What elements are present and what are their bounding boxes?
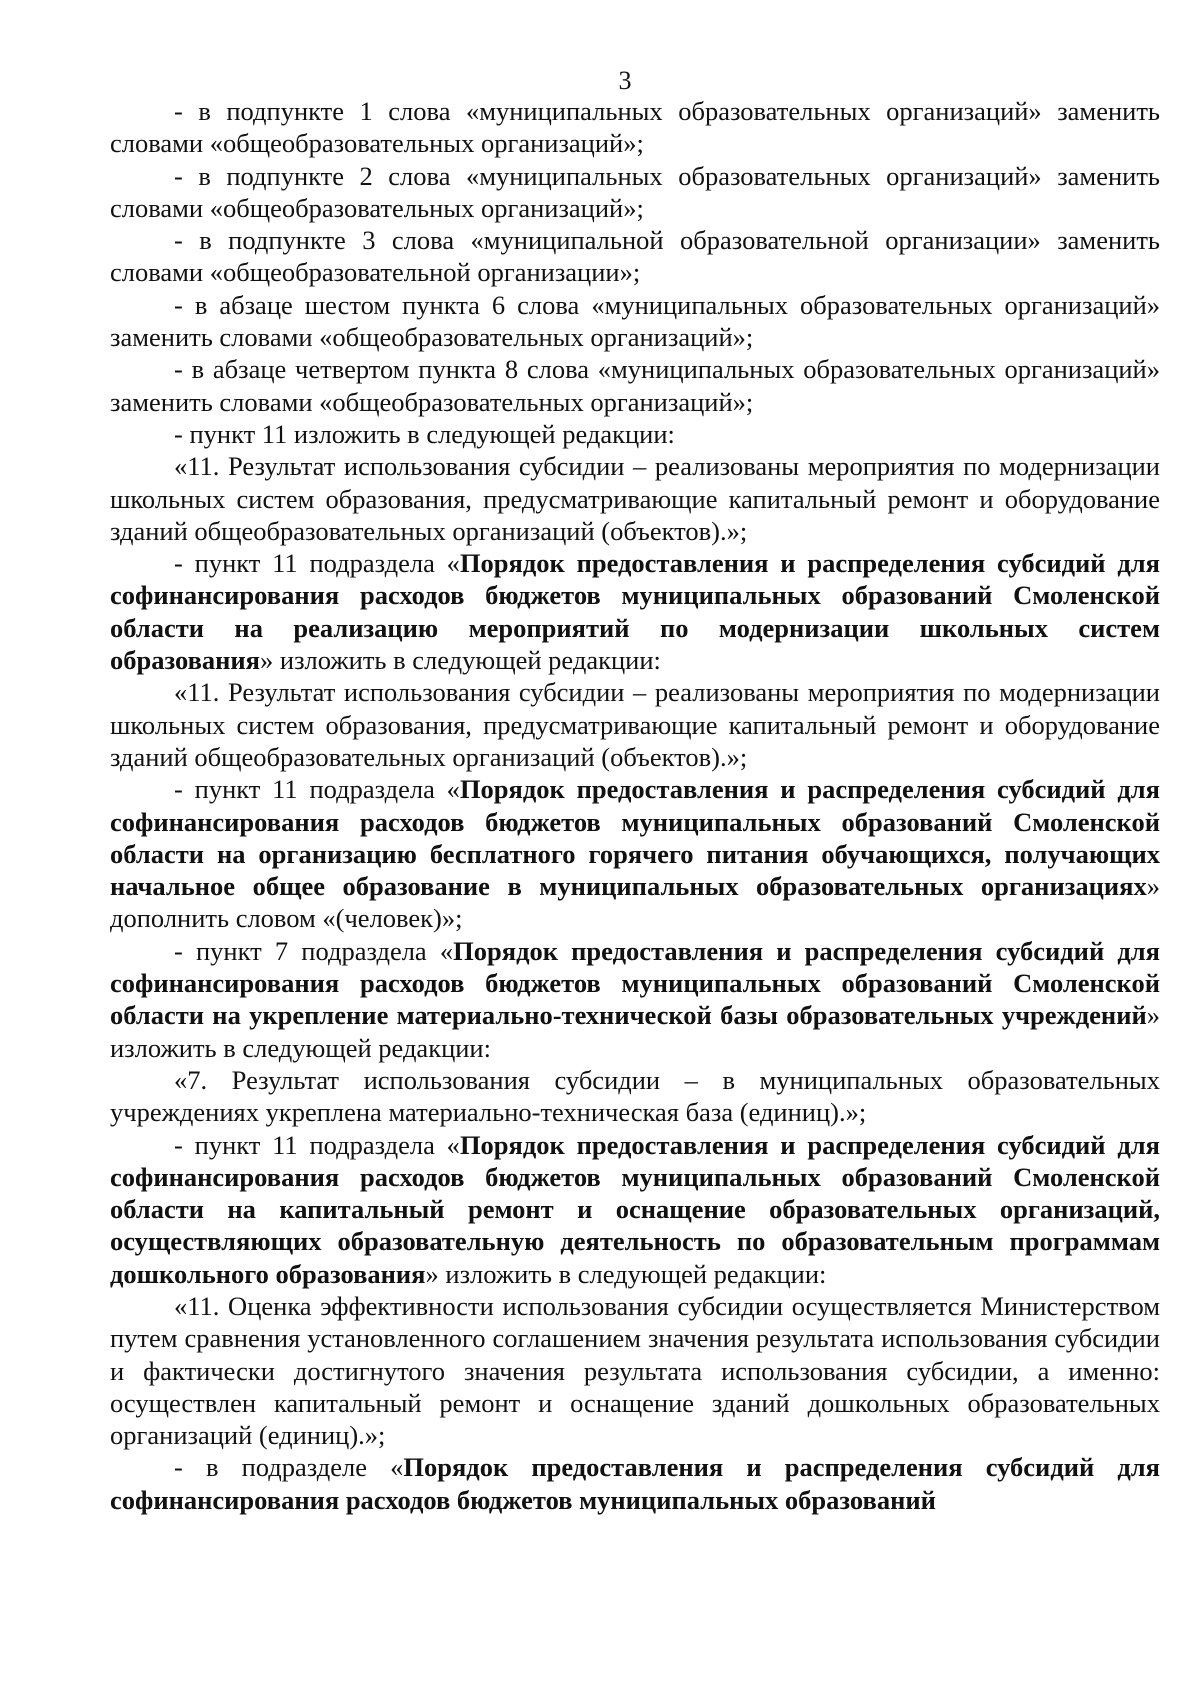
text-segment: - пункт 11 изложить в следующей редакции: <box>174 418 675 449</box>
paragraph <box>110 95 1160 160</box>
bold-text-segment: Порядок предоставления и распределения субсидий для софинансирования расходов бюджетов муниципальных образований <box>110 1452 1160 1515</box>
page-number: 3 <box>618 66 632 95</box>
paragraph <box>110 450 1160 547</box>
text-segment: «7. Результат использования субсидии – в муниципальных образовательных учреждениях укреплена материально-техническая база (единиц).»; <box>110 1064 1160 1128</box>
text-segment: - в подпункте 3 слова «муниципальной образовательной организации» заменить словами «общеобразовательной организации»; <box>110 225 1160 288</box>
paragraph <box>110 224 1160 289</box>
paragraph <box>110 353 1160 418</box>
paragraph <box>110 935 1160 1064</box>
paragraph <box>110 547 1160 676</box>
bold-text-segment: Порядок предоставления и распределения субсидий для софинансирования расходов бюджетов муниципальных образований Смоленской области на укрепление материально-технической базы образовательных учреждений <box>110 935 1160 1031</box>
bold-text-segment: Порядок предоставления и распределения субсидий для софинансирования расходов бюджетов муниципальных образований Смоленской области на реализацию мероприятий по модернизации школьных систем образования <box>110 548 1160 676</box>
text-segment: » изложить в следующей редакции: <box>110 1000 1160 1063</box>
text-segment: - в абзаце шестом пункта 6 слова «муниципальных образовательных организаций» заменить словами «общеобразовательных организаций»; <box>110 289 1160 353</box>
text-segment: » дополнить словом «(человек)»; <box>110 871 1160 934</box>
paragraph <box>110 773 1160 934</box>
text-segment: - в абзаце четвертом пункта 8 слова «муниципальных образовательных организаций» заменить словами «общеобразовательных организаций»; <box>110 354 1160 417</box>
text-segment: «11. Результат использования субсидии – реализованы мероприятия по модернизации школьных систем образования, предусматривающие капитальный ремонт и оборудование зданий общеобразовательных организаций (объектов).»; <box>110 451 1160 546</box>
paragraph <box>110 160 1160 225</box>
text-segment: «11. Оценка эффективности использования субсидии осуществляется Министерством путем сравнения установленного соглашением значения результата использования субсидии и фактически достигнутого значения результата использования субсидии, а именно: осуществлен капитальный ремонт и оснащение зданий дошкольных образовательных организаций (единиц).»; <box>110 1290 1160 1451</box>
paragraph <box>110 289 1160 354</box>
text-segment: - пункт 11 подраздела « <box>174 1129 460 1160</box>
paragraph <box>110 418 1160 450</box>
document-body <box>110 95 1160 1516</box>
paragraph <box>110 1129 1160 1290</box>
text-segment: - в подразделе « <box>174 1452 404 1483</box>
text-segment: - пункт 11 подраздела « <box>174 548 460 579</box>
text-segment: - в подпункте 1 слова «муниципальных образовательных организаций» заменить словами «общеобразовательных организаций»; <box>110 96 1160 159</box>
text-segment: » изложить в следующей редакции: <box>425 1258 827 1289</box>
text-segment: - в подпункте 2 слова «муниципальных образовательных организаций» заменить словами «общеобразовательных организаций»; <box>110 160 1160 223</box>
paragraph <box>110 1064 1160 1129</box>
paragraph <box>110 1290 1160 1451</box>
bold-text-segment: Порядок предоставления и распределения субсидий для софинансирования расходов бюджетов муниципальных образований Смоленской области на организацию бесплатного горячего питания обучающихся, получающих начальное общее образование в муниципальных образовательных организациях <box>110 774 1160 902</box>
text-segment: » изложить в следующей редакции: <box>260 645 661 676</box>
bold-text-segment: Порядок предоставления и распределения субсидий для софинансирования расходов бюджетов муниципальных образований Смоленской области на капитальный ремонт и оснащение образовательных организаций, осуществляющих образовательную деятельность по образовательным программам дошкольного образования <box>110 1129 1160 1289</box>
text-segment: - пункт 11 подраздела « <box>174 774 460 805</box>
paragraph <box>110 676 1160 773</box>
text-segment: «11. Результат использования субсидии – реализованы мероприятия по модернизации школьных систем образования, предусматривающие капитальный ремонт и оборудование зданий общеобразовательных организаций (объектов).»; <box>110 677 1160 772</box>
paragraph <box>110 1451 1160 1516</box>
text-segment: - пункт 7 подраздела « <box>174 935 454 966</box>
